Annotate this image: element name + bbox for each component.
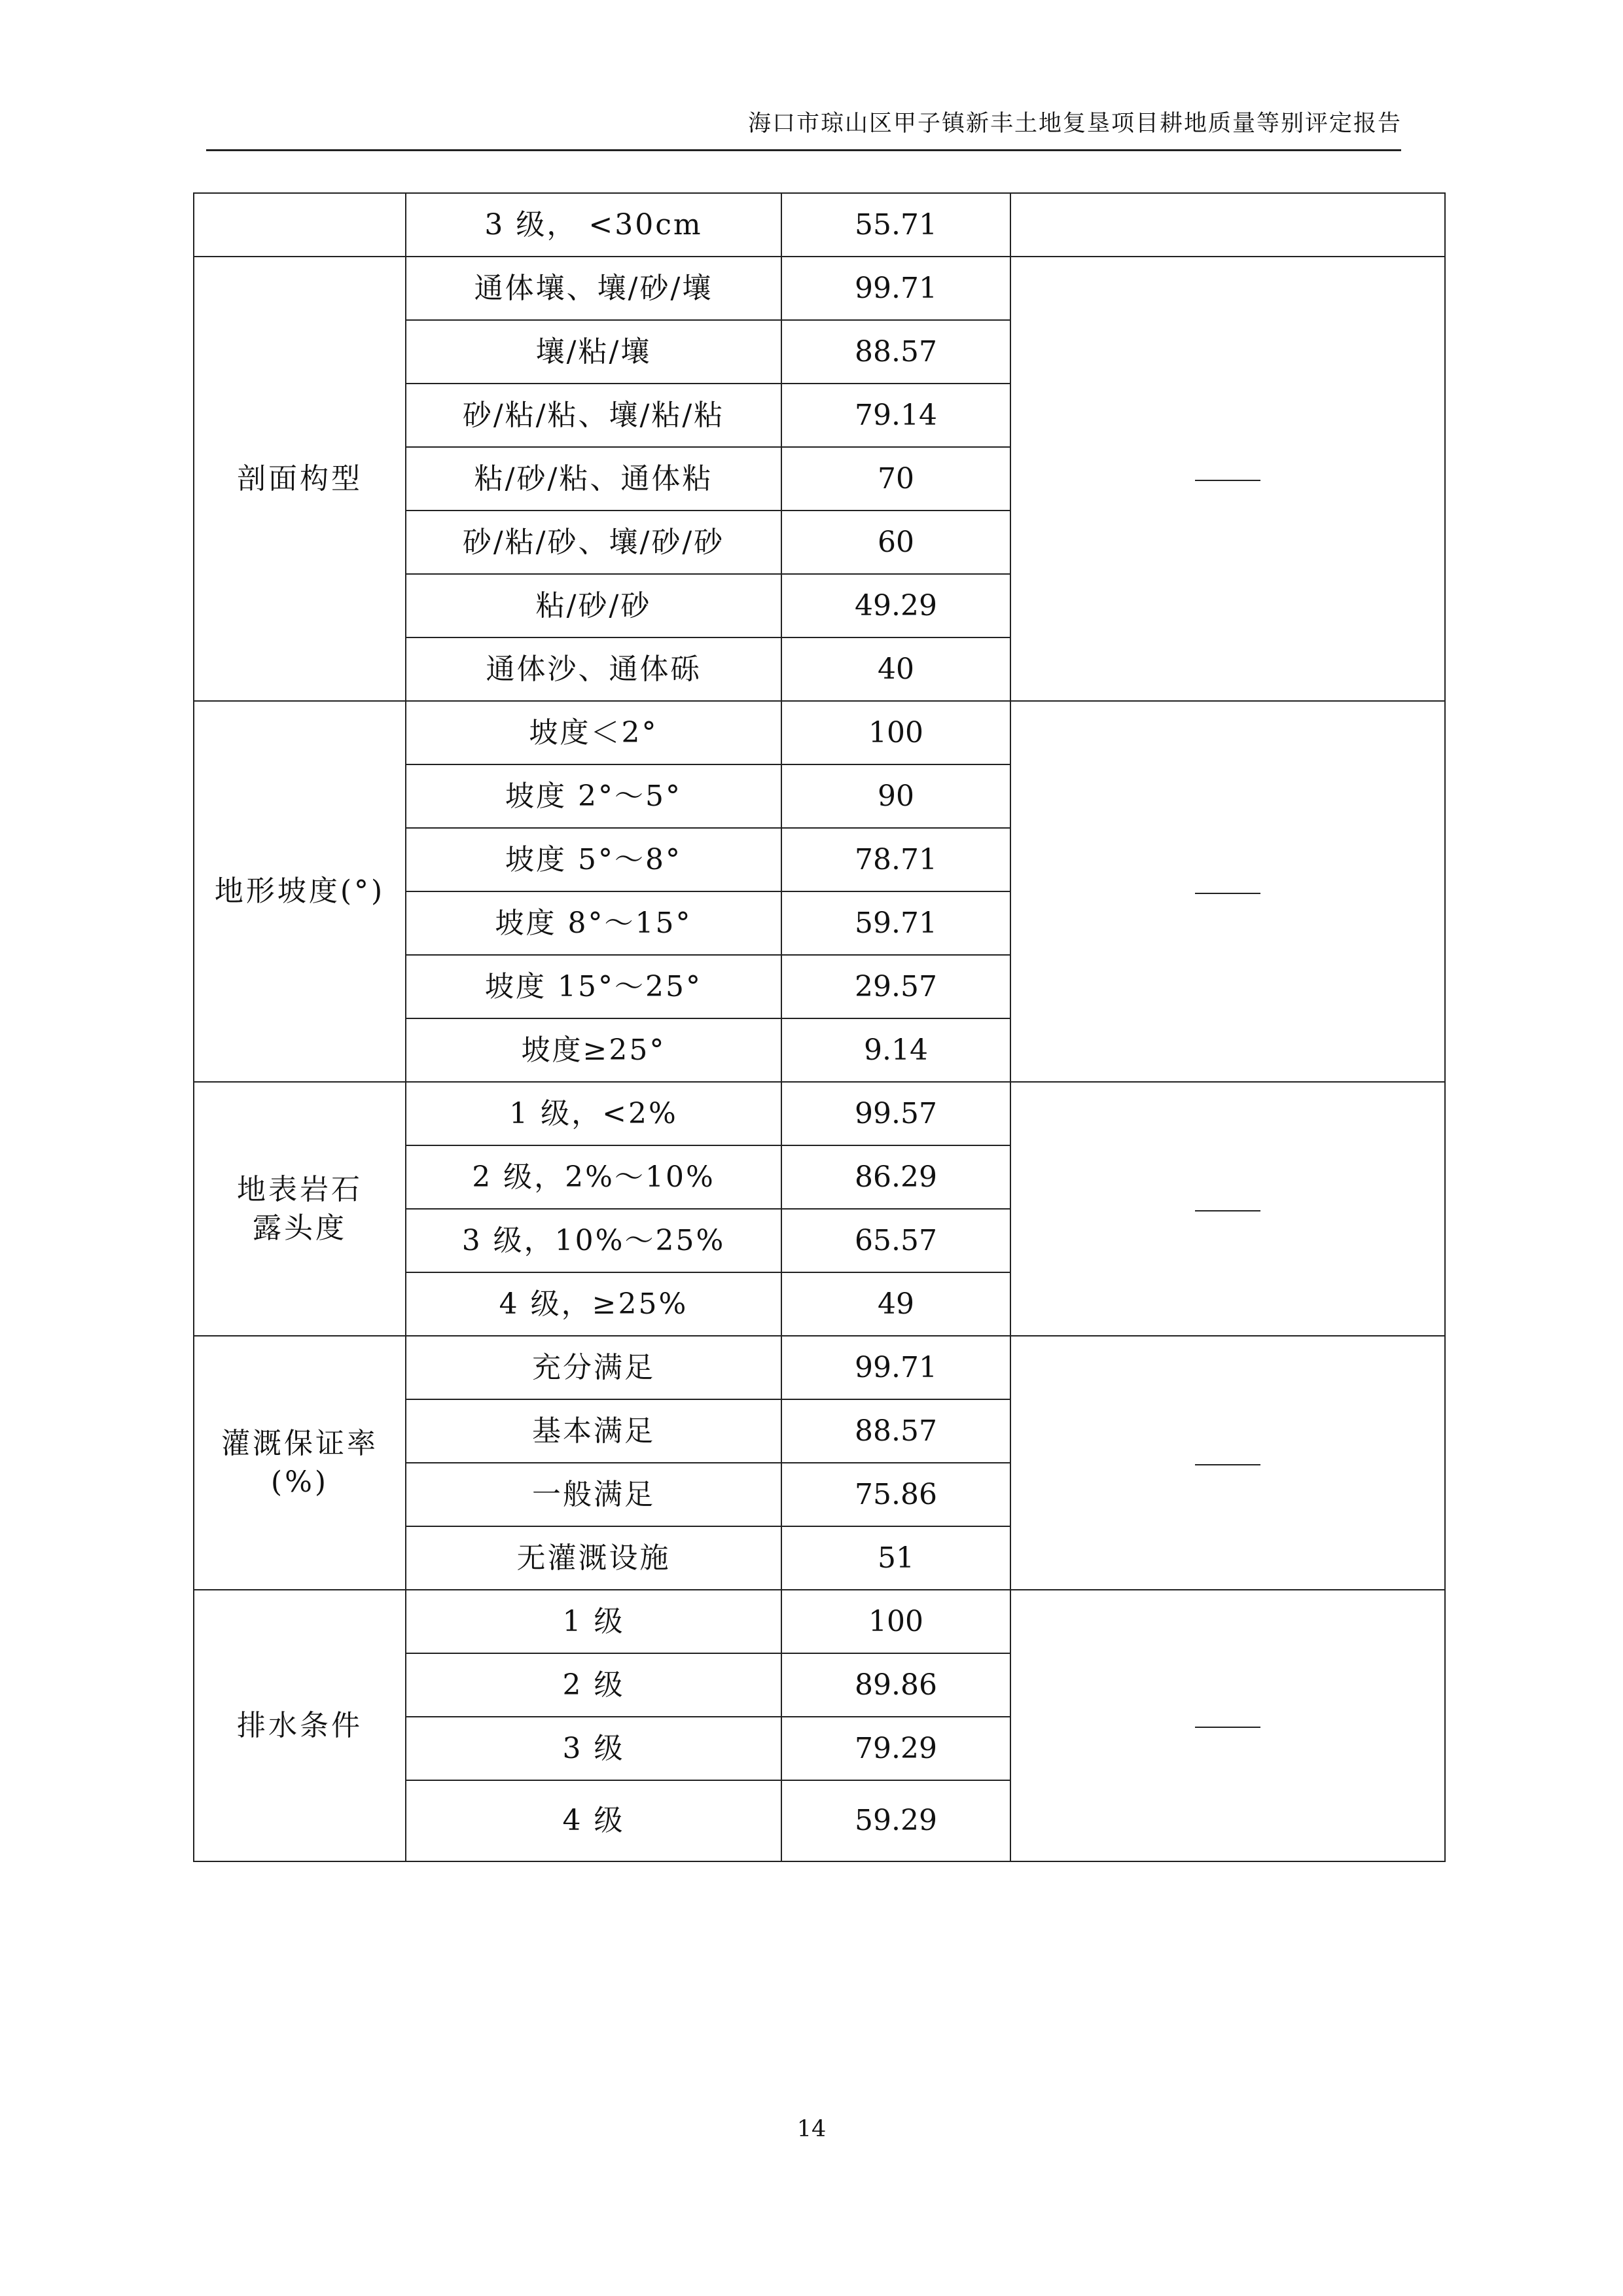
note-dash: [1195, 480, 1260, 481]
score-cell: 100: [781, 1590, 1010, 1653]
score-cell: 49: [781, 1272, 1010, 1336]
score-cell: 59.71: [781, 891, 1010, 955]
score-cell: 51: [781, 1526, 1010, 1590]
score-cell: 65.57: [781, 1209, 1010, 1272]
score-cell: 99.71: [781, 1336, 1010, 1399]
grade-cell: 3 级， <30cm: [406, 193, 781, 257]
grade-cell: 坡度 2°～5°: [406, 764, 781, 828]
factor-label: 排水条件: [237, 1708, 363, 1742]
grade-cell: 粘/砂/砂: [406, 574, 781, 637]
score-cell: 88.57: [781, 320, 1010, 384]
score-cell: 99.57: [781, 1082, 1010, 1145]
table-row: [194, 701, 1445, 764]
factor-label: 露头度: [253, 1211, 347, 1245]
factor-label: 地形坡度(°): [214, 874, 385, 908]
note-dash: [1195, 1727, 1260, 1728]
factor-label: 地表岩石: [237, 1172, 363, 1206]
grade-cell: 一般满足: [406, 1463, 781, 1526]
note-dash: [1195, 1464, 1260, 1465]
score-cell: 55.71: [781, 193, 1010, 257]
score-cell: 99.71: [781, 257, 1010, 320]
factor-cell: [194, 1336, 406, 1590]
header-rule: [206, 149, 1401, 151]
grade-cell: 4 级: [406, 1780, 781, 1861]
score-cell: 90: [781, 764, 1010, 828]
score-cell: 89.86: [781, 1653, 1010, 1717]
score-cell: 78.71: [781, 828, 1010, 891]
grade-cell: 壤/粘/壤: [406, 320, 781, 384]
score-cell: 86.29: [781, 1145, 1010, 1209]
note-cell: [1010, 1590, 1445, 1861]
table-row: [194, 193, 1445, 257]
grade-cell: 2 级，2%～10%: [406, 1145, 781, 1209]
factor-score-table-body: [194, 193, 1445, 1861]
running-header-title: 海口市琼山区甲子镇新丰土地复垦项目耕地质量等别评定报告: [747, 111, 1402, 137]
grade-cell: 通体沙、通体砾: [406, 637, 781, 701]
factor-cell: [194, 193, 406, 257]
score-cell: 49.29: [781, 574, 1010, 637]
note-cell: [1010, 257, 1445, 701]
factor-score-table: [193, 192, 1446, 1862]
grade-cell: 通体壤、壤/砂/壤: [406, 257, 781, 320]
score-cell: 100: [781, 701, 1010, 764]
grade-cell: 粘/砂/粘、通体粘: [406, 447, 781, 511]
score-cell: 79.29: [781, 1717, 1010, 1780]
note-dash: [1195, 893, 1260, 894]
grade-cell: 1 级，<2%: [406, 1082, 781, 1145]
note-cell: [1010, 1336, 1445, 1590]
table-row: [194, 257, 1445, 320]
score-cell: 75.86: [781, 1463, 1010, 1526]
score-cell: 9.14: [781, 1018, 1010, 1082]
note-cell: [1010, 1082, 1445, 1336]
grade-cell: 坡度＜2°: [406, 701, 781, 764]
factor-cell: [194, 1590, 406, 1861]
note-cell: [1010, 193, 1445, 257]
note-dash: [1195, 1210, 1260, 1211]
factor-label: 灌溉保证率: [221, 1426, 378, 1460]
grade-cell: 坡度 15°～25°: [406, 955, 781, 1018]
grade-cell: 2 级: [406, 1653, 781, 1717]
score-cell: 70: [781, 447, 1010, 511]
score-cell: 88.57: [781, 1399, 1010, 1463]
table-row: [194, 1590, 1445, 1653]
grade-cell: 砂/粘/粘、壤/粘/粘: [406, 384, 781, 447]
factor-label: (%): [270, 1465, 329, 1499]
grade-cell: 充分满足: [406, 1336, 781, 1399]
grade-cell: 4 级，≥25%: [406, 1272, 781, 1336]
factor-cell: [194, 1082, 406, 1336]
table-row: [194, 1082, 1445, 1145]
grade-cell: 基本满足: [406, 1399, 781, 1463]
score-cell: 59.29: [781, 1780, 1010, 1861]
grade-cell: 坡度≥25°: [406, 1018, 781, 1082]
factor-label: 剖面构型: [237, 461, 363, 495]
factor-cell: [194, 701, 406, 1082]
factor-cell: [194, 257, 406, 701]
grade-cell: 3 级: [406, 1717, 781, 1780]
grade-cell: 3 级，10%～25%: [406, 1209, 781, 1272]
page-number: 14: [796, 2116, 827, 2142]
note-cell: [1010, 701, 1445, 1082]
table-row: [194, 1336, 1445, 1399]
score-cell: 29.57: [781, 955, 1010, 1018]
grade-cell: 砂/粘/砂、壤/砂/砂: [406, 511, 781, 574]
score-cell: 60: [781, 511, 1010, 574]
grade-cell: 坡度 8°～15°: [406, 891, 781, 955]
grade-cell: 1 级: [406, 1590, 781, 1653]
grade-cell: 坡度 5°～8°: [406, 828, 781, 891]
score-cell: 40: [781, 637, 1010, 701]
grade-cell: 无灌溉设施: [406, 1526, 781, 1590]
score-cell: 79.14: [781, 384, 1010, 447]
